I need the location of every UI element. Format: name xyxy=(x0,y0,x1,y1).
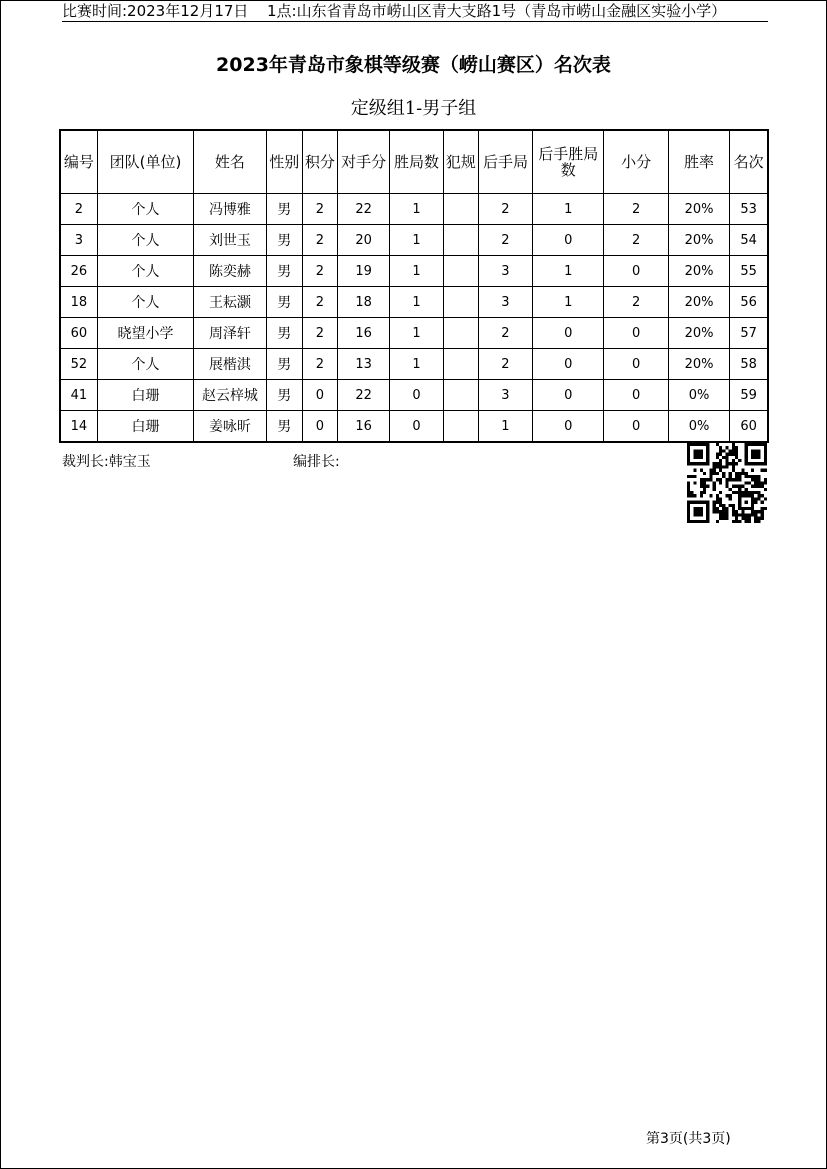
cell-fouls xyxy=(443,349,478,380)
cell-tiebreak: 0 xyxy=(604,349,668,380)
table-row xyxy=(60,194,768,225)
cell-points: 0 xyxy=(302,380,337,411)
cell-second-wins: 0 xyxy=(533,380,604,411)
cell-points: 2 xyxy=(302,194,337,225)
cell-id: 60 xyxy=(60,318,97,349)
cell-wins: 1 xyxy=(390,225,443,256)
cell-opponent-score: 20 xyxy=(338,225,390,256)
cell-second-wins: 0 xyxy=(533,411,604,443)
cell-tiebreak: 0 xyxy=(604,318,668,349)
table-row xyxy=(60,380,768,411)
chief-judge: 裁判长:韩宝玉 xyxy=(62,454,151,470)
col-header-second-games: 后手局 xyxy=(478,130,532,194)
cell-wins: 0 xyxy=(390,380,443,411)
cell-second-games: 2 xyxy=(478,349,532,380)
cell-rank: 60 xyxy=(730,411,768,443)
cell-fouls xyxy=(443,194,478,225)
cell-tiebreak: 0 xyxy=(604,380,668,411)
cell-points: 2 xyxy=(302,349,337,380)
cell-second-games: 3 xyxy=(478,380,532,411)
cell-name: 刘世玉 xyxy=(194,225,266,256)
cell-rank: 53 xyxy=(730,194,768,225)
cell-wins: 1 xyxy=(390,194,443,225)
cell-wins: 1 xyxy=(390,256,443,287)
cell-id: 3 xyxy=(60,225,97,256)
cell-tiebreak: 2 xyxy=(604,194,668,225)
ranking-table xyxy=(59,129,769,443)
cell-second-games: 3 xyxy=(478,256,532,287)
cell-team: 个人 xyxy=(97,256,194,287)
table-row xyxy=(60,349,768,380)
cell-gender: 男 xyxy=(266,380,302,411)
cell-gender: 男 xyxy=(266,349,302,380)
cell-opponent-score: 22 xyxy=(338,194,390,225)
match-info-line xyxy=(62,2,768,22)
cell-second-games: 1 xyxy=(478,411,532,443)
cell-opponent-score: 16 xyxy=(338,318,390,349)
cell-gender: 男 xyxy=(266,318,302,349)
cell-name: 王耘灏 xyxy=(194,287,266,318)
cell-win-rate: 20% xyxy=(668,318,729,349)
cell-fouls xyxy=(443,225,478,256)
col-header-rank: 名次 xyxy=(730,130,768,194)
cell-win-rate: 20% xyxy=(668,194,729,225)
cell-team: 个人 xyxy=(97,194,194,225)
col-header-second-wins: 后手胜局数 xyxy=(533,130,604,194)
cell-gender: 男 xyxy=(266,194,302,225)
cell-rank: 58 xyxy=(730,349,768,380)
cell-points: 2 xyxy=(302,225,337,256)
cell-second-games: 2 xyxy=(478,194,532,225)
cell-gender: 男 xyxy=(266,287,302,318)
cell-second-wins: 1 xyxy=(533,194,604,225)
cell-opponent-score: 13 xyxy=(338,349,390,380)
match-place: 1点:山东省青岛市崂山区青大支路1号（青岛市崂山金融区实验小学） xyxy=(267,2,727,20)
cell-tiebreak: 0 xyxy=(604,256,668,287)
cell-rank: 55 xyxy=(730,256,768,287)
col-header-opponent-score: 对手分 xyxy=(338,130,390,194)
table-row xyxy=(60,318,768,349)
table-row xyxy=(60,287,768,318)
chief-arranger: 编排长: xyxy=(293,454,340,470)
cell-tiebreak: 2 xyxy=(604,287,668,318)
table-body xyxy=(60,194,768,443)
cell-id: 18 xyxy=(60,287,97,318)
cell-fouls xyxy=(443,287,478,318)
col-header-points: 积分 xyxy=(302,130,337,194)
cell-second-wins: 1 xyxy=(533,256,604,287)
table-row xyxy=(60,411,768,443)
cell-win-rate: 20% xyxy=(668,349,729,380)
cell-rank: 57 xyxy=(730,318,768,349)
cell-id: 2 xyxy=(60,194,97,225)
cell-rank: 56 xyxy=(730,287,768,318)
cell-points: 2 xyxy=(302,256,337,287)
cell-rank: 59 xyxy=(730,380,768,411)
cell-opponent-score: 22 xyxy=(338,380,390,411)
cell-second-wins: 1 xyxy=(533,287,604,318)
cell-opponent-score: 19 xyxy=(338,256,390,287)
table-row xyxy=(60,256,768,287)
group-subtitle: 定级组1-男子组 xyxy=(350,98,477,119)
cell-fouls xyxy=(443,256,478,287)
cell-fouls xyxy=(443,318,478,349)
cell-points: 0 xyxy=(302,411,337,443)
cell-name: 赵云梓城 xyxy=(194,380,266,411)
cell-id: 41 xyxy=(60,380,97,411)
cell-name: 展楷淇 xyxy=(194,349,266,380)
page-number: 第3页(共3页) xyxy=(646,1131,731,1147)
cell-team: 白珊 xyxy=(97,411,194,443)
cell-wins: 1 xyxy=(390,349,443,380)
cell-gender: 男 xyxy=(266,256,302,287)
cell-win-rate: 0% xyxy=(668,411,729,443)
cell-tiebreak: 2 xyxy=(604,225,668,256)
cell-team: 个人 xyxy=(97,349,194,380)
cell-opponent-score: 18 xyxy=(338,287,390,318)
cell-points: 2 xyxy=(302,318,337,349)
cell-fouls xyxy=(443,411,478,443)
cell-name: 陈奕赫 xyxy=(194,256,266,287)
cell-second-games: 2 xyxy=(478,318,532,349)
col-header-gender: 性别 xyxy=(266,130,302,194)
col-header-wins: 胜局数 xyxy=(390,130,443,194)
col-header-fouls: 犯规 xyxy=(443,130,478,194)
cell-second-games: 3 xyxy=(478,287,532,318)
cell-opponent-score: 16 xyxy=(338,411,390,443)
col-header-name: 姓名 xyxy=(194,130,266,194)
cell-id: 26 xyxy=(60,256,97,287)
col-header-win-rate: 胜率 xyxy=(668,130,729,194)
cell-second-games: 2 xyxy=(478,225,532,256)
cell-name: 冯博雅 xyxy=(194,194,266,225)
col-header-id: 编号 xyxy=(60,130,97,194)
document-title: 2023年青岛市象棋等级赛（崂山赛区）名次表 xyxy=(216,54,611,76)
cell-team: 晓望小学 xyxy=(97,318,194,349)
cell-gender: 男 xyxy=(266,411,302,443)
cell-win-rate: 20% xyxy=(668,225,729,256)
cell-wins: 1 xyxy=(390,287,443,318)
cell-win-rate: 20% xyxy=(668,287,729,318)
cell-id: 52 xyxy=(60,349,97,380)
cell-id: 14 xyxy=(60,411,97,443)
cell-team: 个人 xyxy=(97,287,194,318)
table-row xyxy=(60,225,768,256)
cell-team: 白珊 xyxy=(97,380,194,411)
cell-points: 2 xyxy=(302,287,337,318)
cell-wins: 0 xyxy=(390,411,443,443)
cell-second-wins: 0 xyxy=(533,349,604,380)
cell-second-wins: 0 xyxy=(533,318,604,349)
qr-code-icon xyxy=(687,443,767,523)
table-header-row xyxy=(60,130,768,194)
cell-fouls xyxy=(443,380,478,411)
cell-team: 个人 xyxy=(97,225,194,256)
cell-win-rate: 0% xyxy=(668,380,729,411)
cell-rank: 54 xyxy=(730,225,768,256)
cell-gender: 男 xyxy=(266,225,302,256)
cell-second-wins: 0 xyxy=(533,225,604,256)
cell-name: 周泽轩 xyxy=(194,318,266,349)
col-header-tiebreak: 小分 xyxy=(604,130,668,194)
cell-name: 姜咏昕 xyxy=(194,411,266,443)
col-header-team: 团队(单位) xyxy=(97,130,194,194)
cell-tiebreak: 0 xyxy=(604,411,668,443)
cell-win-rate: 20% xyxy=(668,256,729,287)
match-time: 比赛时间:2023年12月17日 xyxy=(62,2,249,20)
cell-wins: 1 xyxy=(390,318,443,349)
